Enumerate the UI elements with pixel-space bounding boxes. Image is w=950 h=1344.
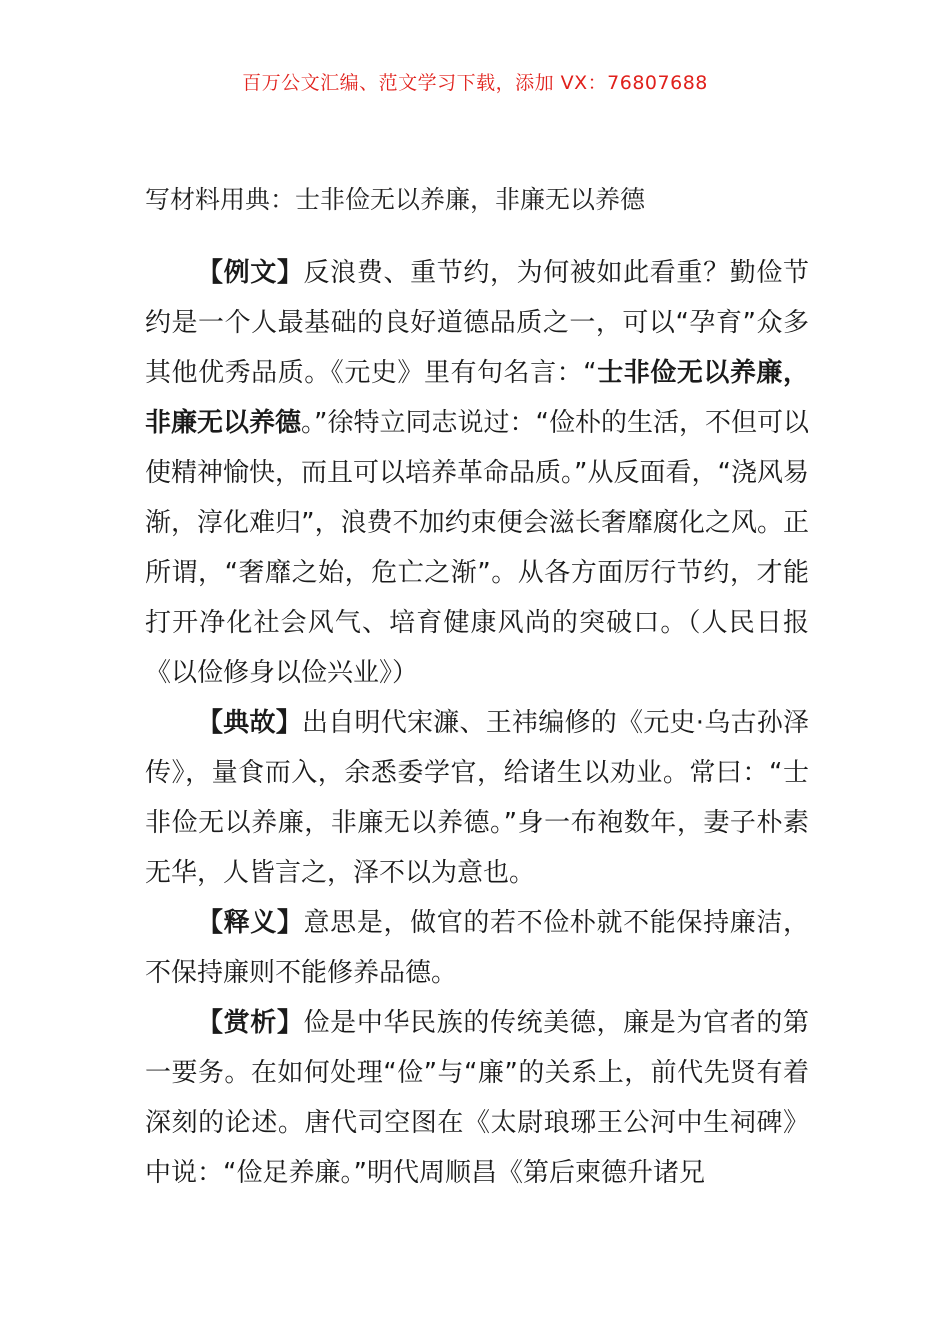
- document-body: [145, 248, 809, 1198]
- meaning-paragraph: [145, 898, 809, 998]
- allusion-paragraph: [145, 698, 809, 898]
- allusion-text: 出自明代宋濂、王祎编修的《元史·乌古孙泽传》，量食而入，余悉委学官，给诸生以劝业。常曰：“士非俭无以养廉，非廉无以养德。”身一布袍数年，妻子朴素无华，人皆言之，泽不以为意也。: [145, 708, 809, 888]
- example-quote-bold: 士非俭无以养廉，非廉无以养德: [145, 358, 809, 438]
- appreciation-paragraph: [145, 998, 809, 1198]
- example-text-a: 反浪费、重节约，为何被如此看重？勤俭节约是一个人最基础的良好道德品质之一，可以“孕育”众多其他优秀品质。《元史》里有句名言：“: [145, 258, 809, 388]
- meaning-tag: 【释义】: [197, 908, 304, 938]
- watermark-header: 百万公文汇编、范文学习下载，添加 VX：76807688: [242, 72, 708, 94]
- appreciation-text: 俭是中华民族的传统美德，廉是为官者的第一要务。在如何处理“俭”与“廉”的关系上，前代先贤有着深刻的论述。唐代司空图在《太尉琅琊王公河中生祠碑》中说：“俭足养廉。”明代周顺昌《第后柬德升诸兄: [145, 1008, 809, 1188]
- example-tag: 【例文】: [197, 258, 304, 288]
- example-paragraph: [145, 248, 809, 698]
- appreciation-tag: 【赏析】: [197, 1008, 304, 1038]
- meaning-text: 意思是，做官的若不俭朴就不能保持廉洁，不保持廉则不能修养品德。: [145, 908, 809, 988]
- allusion-tag: 【典故】: [197, 708, 302, 738]
- document-title: 写材料用典：士非俭无以养廉，非廉无以养德: [145, 185, 646, 214]
- example-text-b: 。”徐特立同志说过：“俭朴的生活，不但可以使精神愉快，而且可以培养革命品质。”从反面看，“浇风易渐，淳化难归”，浪费不加约束便会滋长奢靡腐化之风。正所谓，“奢靡之始，危亡之渐”。从各方面厉行节约，才能打开净化社会风气、培育健康风尚的突破口。（人民日报《以俭修身以俭兴业》）: [145, 408, 809, 688]
